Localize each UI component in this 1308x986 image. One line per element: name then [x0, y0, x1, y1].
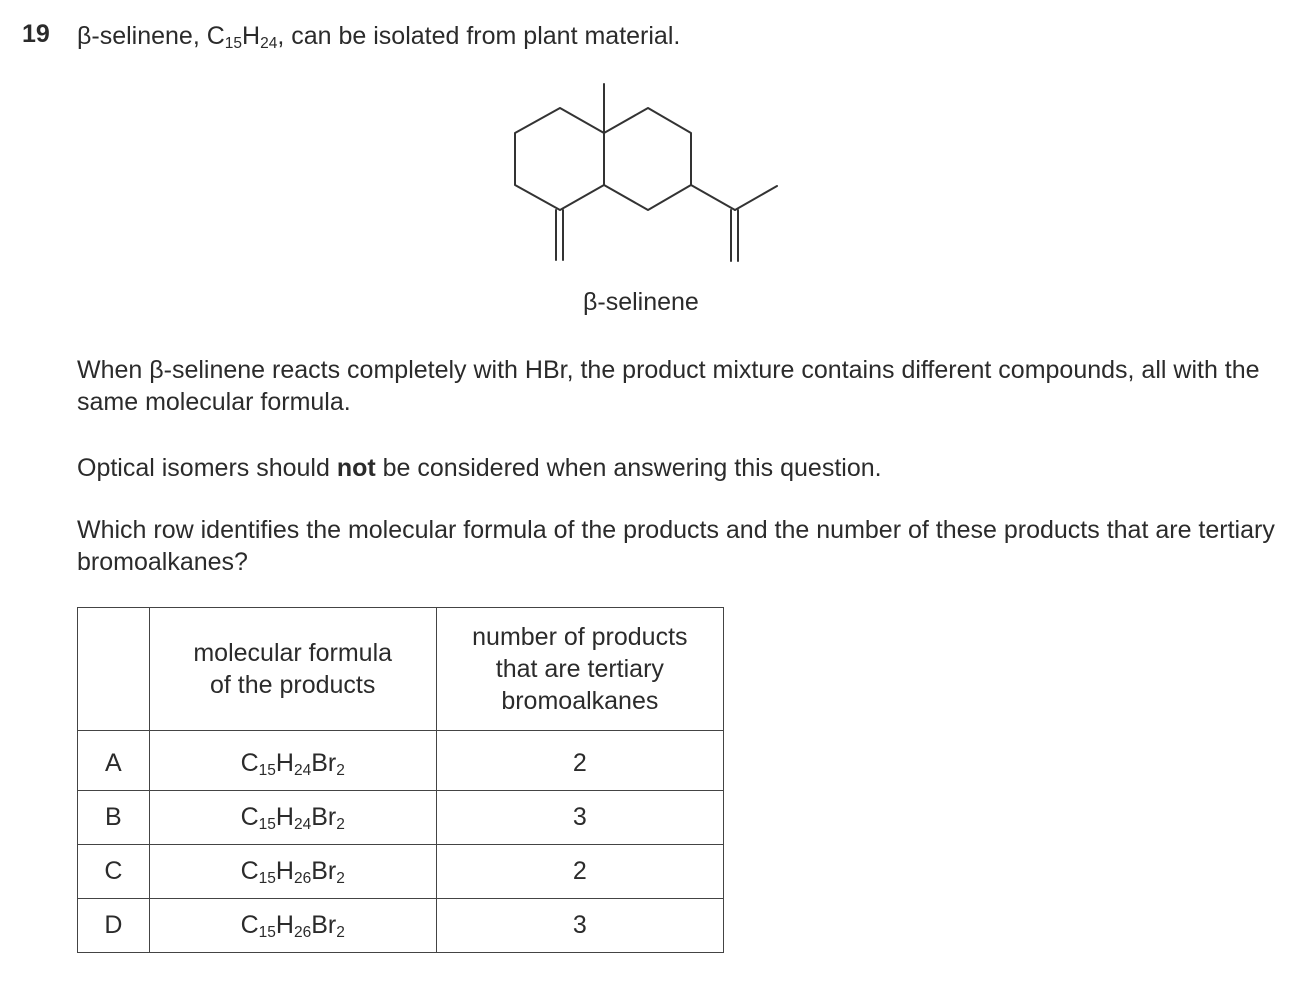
right-ring: [604, 108, 691, 210]
formula-c-sub: 15: [258, 923, 276, 941]
intro-text-post: , can be isolated from plant material.: [277, 22, 681, 50]
row-count: 3: [436, 791, 723, 845]
question-intro: [77, 22, 680, 51]
row-key: B: [78, 791, 150, 845]
table-row: [78, 899, 724, 953]
row-count: 2: [436, 731, 723, 791]
header-count-line1: number of products: [472, 623, 688, 651]
intro-text-mid: H: [242, 22, 261, 50]
formula-h: H: [275, 749, 294, 777]
header-count-line3: bromoalkanes: [501, 687, 659, 715]
formula-br-sub: 2: [336, 869, 345, 887]
header-formula: [149, 608, 436, 731]
header-count-line2: that are tertiary: [495, 655, 664, 683]
paragraph-optical-note: [77, 452, 882, 484]
p2-pre: Optical isomers should: [77, 454, 337, 482]
formula-h-sub: 26: [293, 869, 312, 887]
row-key: C: [78, 845, 150, 899]
isopropenyl-methyl: [735, 186, 777, 210]
row-count: 2: [436, 845, 723, 899]
formula-br: Br: [311, 911, 337, 939]
table-header-row: [78, 608, 724, 731]
question-number: 19: [22, 20, 50, 48]
p2-post: be considered when answering this question.: [375, 454, 882, 482]
header-formula-line1: molecular formula: [193, 639, 393, 667]
isopropenyl-bond: [691, 185, 735, 210]
intro-sub-carbon: 15: [224, 34, 243, 52]
formula-c: C: [240, 911, 259, 939]
formula-h-sub: 24: [293, 761, 312, 779]
formula-c-sub: 15: [258, 815, 276, 833]
intro-sub-hydrogen: 24: [260, 34, 278, 52]
row-formula: [149, 845, 436, 899]
row-key: D: [78, 899, 150, 953]
formula-br-sub: 2: [336, 761, 345, 779]
header-formula-line2: of the products: [210, 671, 376, 699]
beta-selinene-structure: [500, 78, 790, 268]
paragraph-question: Which row identifies the molecular formula of the products and the number of these products that are tertiary bromoalkanes?: [77, 516, 1275, 576]
intro-text-pre: β-selinene, C: [77, 22, 225, 50]
row-formula: [149, 731, 436, 791]
formula-br: Br: [311, 749, 337, 777]
table-row: [78, 845, 724, 899]
formula-br-sub: 2: [336, 923, 345, 941]
answer-table: [77, 607, 724, 953]
table-row: [78, 791, 724, 845]
formula-h: H: [275, 803, 294, 831]
row-formula: [149, 791, 436, 845]
formula-c: C: [240, 803, 259, 831]
paragraph-reaction: When β-selinene reacts completely with HBr, the product mixture contains different compounds, all with the same molecular formula.: [77, 356, 1260, 416]
formula-br: Br: [311, 803, 337, 831]
row-key: A: [78, 731, 150, 791]
left-ring: [515, 108, 604, 210]
formula-c-sub: 15: [258, 869, 276, 887]
formula-c: C: [240, 749, 259, 777]
formula-h-sub: 24: [293, 815, 312, 833]
header-key: [78, 608, 150, 731]
p2-bold: not: [336, 454, 376, 482]
header-count: [436, 608, 723, 731]
formula-h: H: [275, 857, 294, 885]
structure-label: β-selinene: [583, 288, 699, 316]
table-row: [78, 731, 724, 791]
formula-br-sub: 2: [336, 815, 345, 833]
formula-c-sub: 15: [258, 761, 276, 779]
formula-h-sub: 26: [293, 923, 312, 941]
row-formula: [149, 899, 436, 953]
formula-c: C: [240, 857, 259, 885]
formula-h: H: [275, 911, 294, 939]
formula-br: Br: [311, 857, 337, 885]
row-count: 3: [436, 899, 723, 953]
